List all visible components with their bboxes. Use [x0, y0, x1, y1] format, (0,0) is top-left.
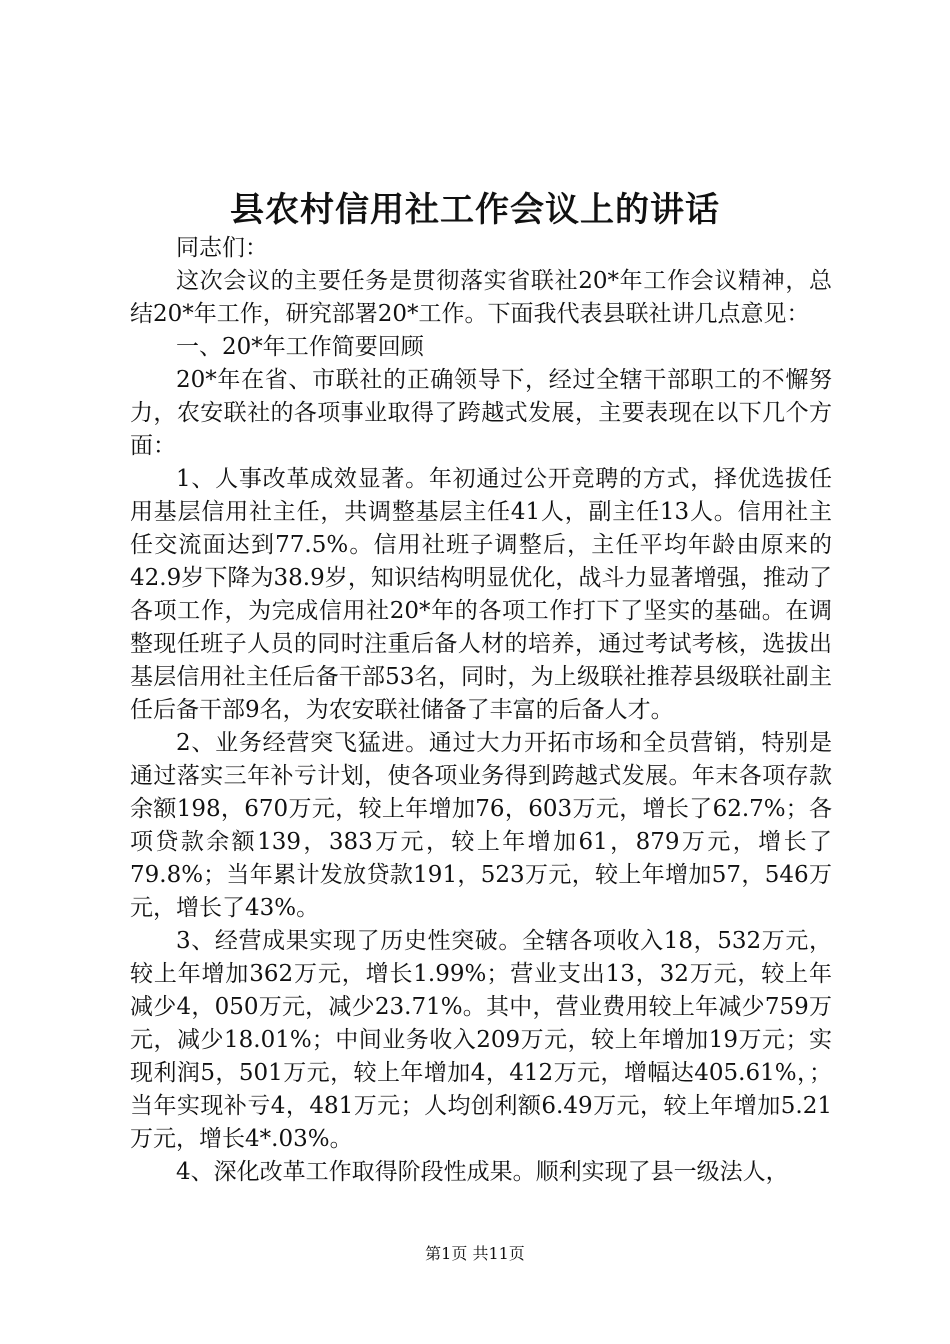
business-growth-paragraph: 2、业务经营突飞猛进。通过大力开拓市场和全员营销，特别是通过落实三年补亏计划，使各项业务得到跨越式发展。年末各项存款余额198，670万元，较上年增加76，603万元，增长了62.7%；各项贷款余额139，383万元，较上年增加61，879万元，增长了79.8%；当年累计发放贷款191，523万元，较上年增加57，546万元，增长了43%。	[130, 730, 832, 921]
salutation-paragraph: 同志们：	[176, 235, 268, 261]
personnel-reform-paragraph: 1、人事改革成效显著。年初通过公开竞聘的方式，择优选拔任用基层信用社主任，共调整基层主任41人，副主任13人。信用社主任交流面达到77.5%。信用社班子调整后，主任平均年龄由原来的42.9岁下降为38.9岁，知识结构明显优化，战斗力显著增强，推动了各项工作，为完成信用社20*年的各项工作打下了坚实的基础。在调整现任班子人员的同时注重后备人材的培养，通过考试考核，选拔出基层信用社主任后备干部53名，同时，为上级联社推荐县级联社副主任后备干部9名，为农安联社储备了丰富的后备人才。	[130, 466, 832, 723]
review-paragraph: 20*年在省、市联社的正确领导下，经过全辖干部职工的不懈努力，农安联社的各项事业取得了跨越式发展，主要表现在以下几个方面：	[130, 367, 832, 459]
section-heading: 一、20*年工作简要回顾	[176, 334, 424, 360]
document-body	[130, 232, 832, 1189]
operating-results-paragraph: 3、经营成果实现了历史性突破。全辖各项收入18，532万元，较上年增加362万元，增长1.99%；营业支出13，32万元，较上年减少4，050万元，减少23.71%。其中，营业费用较上年减少759万元，减少18.01%；中间业务收入209万元，较上年增加19万元；实现利润5，501万元，较上年增加4，412万元，增幅达405.61%，；当年实现补亏4，481万元；人均创利额6.49万元，较上年增加5.21万元，增长4*.03%。	[130, 928, 832, 1152]
page-number-footer: 第1页 共11页	[425, 1244, 525, 1263]
intro-paragraph: 这次会议的主要任务是贯彻落实省联社20*年工作会议精神，总结20*年工作，研究部署20*工作。下面我代表县联社讲几点意见：	[130, 268, 832, 327]
reform-progress-paragraph: 4、深化改革工作取得阶段性成果。顺利实现了县一级法人，	[176, 1159, 789, 1185]
document-title: 县农村信用社工作会议上的讲话	[230, 190, 720, 230]
